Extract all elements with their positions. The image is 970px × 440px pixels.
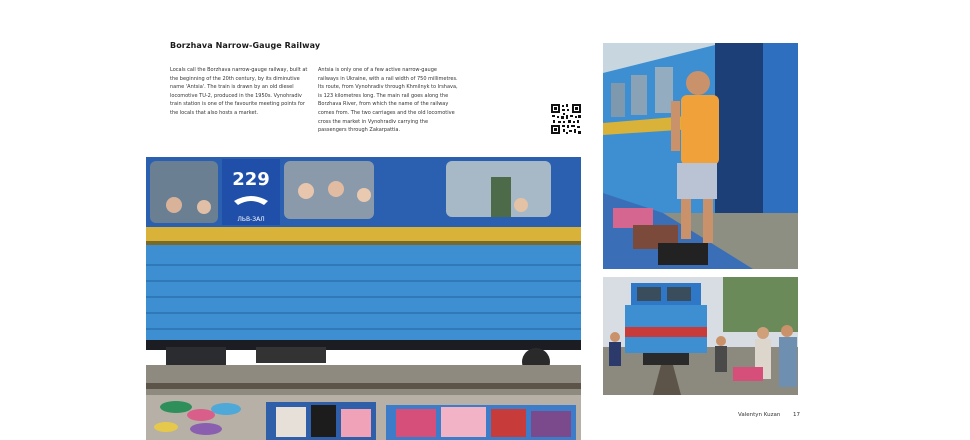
qr-code[interactable] bbox=[550, 103, 582, 135]
photo-locomotive-market bbox=[603, 277, 798, 395]
qr-code-graphic bbox=[550, 103, 582, 135]
car-number: 229 bbox=[232, 169, 270, 190]
article-title: Borzhava Narrow-Gauge Railway bbox=[170, 41, 321, 50]
carriage-illustration bbox=[146, 157, 581, 440]
photo-credit: Valentyn Kuzan bbox=[738, 412, 781, 418]
photo-man-at-carriage-door bbox=[603, 43, 798, 269]
body-text-column-2: Antsia is only one of a few active narrow-gauge railways in Ukraine, with a rail width of 750 millimetres. Its route, from Vynohradiv through Khmilnyk to Irshava, is 123 kilometres long. The main rail goes along the Borzhava River, from which the name of the railway comes from. The two carriages and the old locomotive cross the market in Vynohradiv carrying the passengers through Zakarpattia. bbox=[318, 67, 458, 134]
page-number: 17 bbox=[793, 412, 800, 418]
main-photo-carriage bbox=[146, 157, 581, 440]
man-carriage-illustration bbox=[603, 43, 798, 269]
car-sign: ЛЬВ-ЗАЛ bbox=[237, 216, 265, 223]
body-text-column-1: Locals call the Borzhava narrow-gauge railway, built at the beginning of the 20th century, by its diminutive name 'Antsia'. The train is drawn by an old diesel locomotive TU-2, produced in the 1950s. Vynohradiv train station is one of the favourite meeting points for the locals that also hosts a market. bbox=[170, 67, 308, 116]
locomotive-illustration bbox=[603, 277, 798, 395]
